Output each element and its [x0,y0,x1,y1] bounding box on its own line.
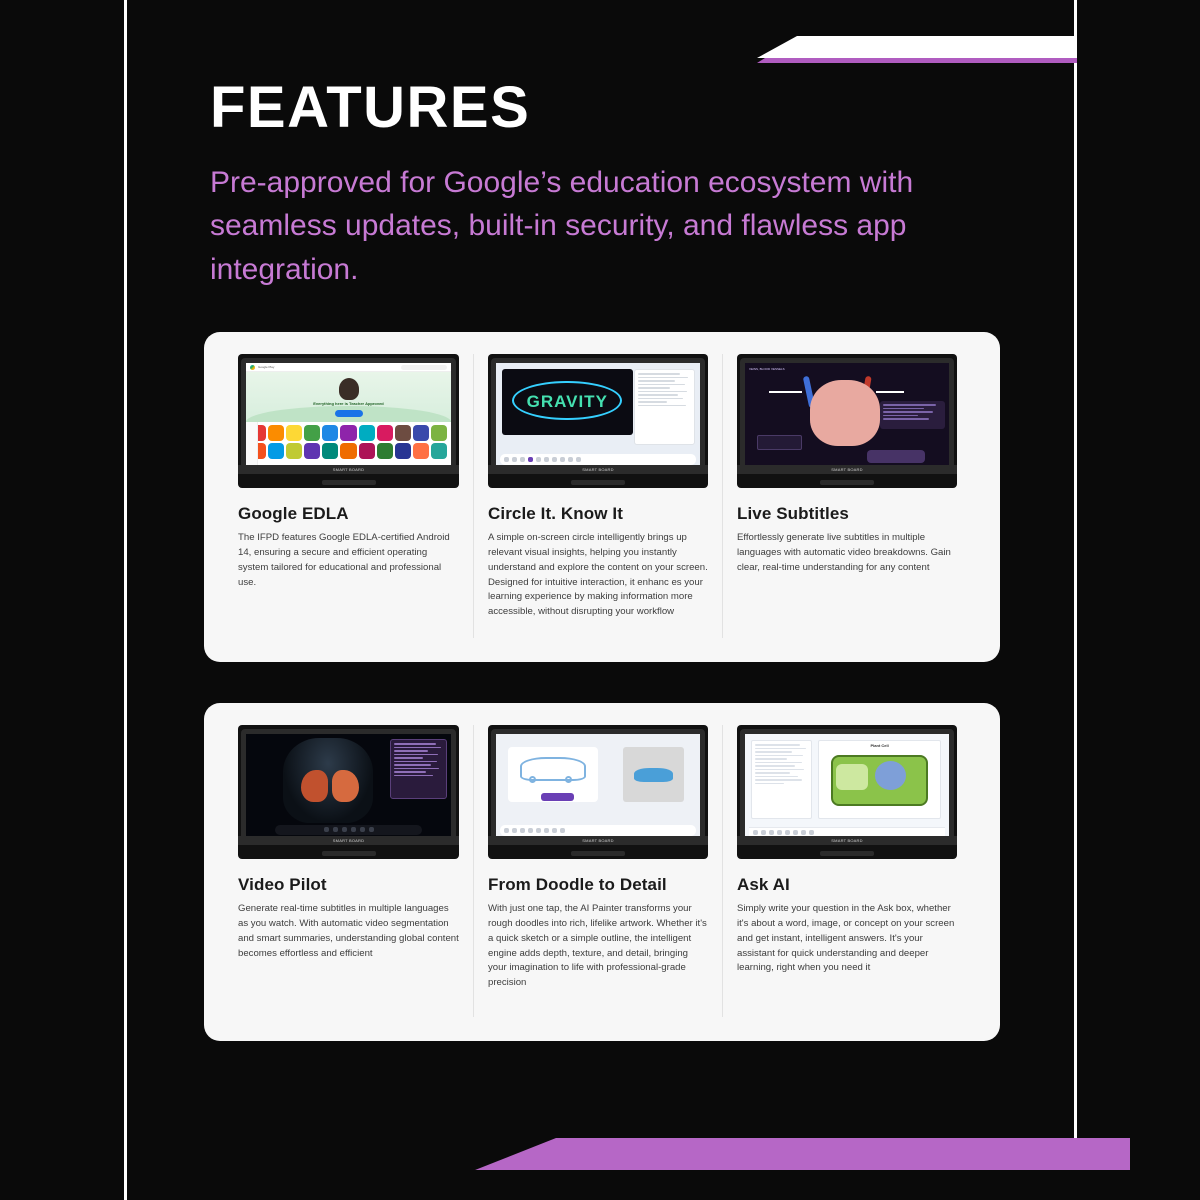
diagram-panel [818,740,940,818]
insight-panel [634,369,695,445]
display-bezel [740,358,954,474]
playback-controls[interactable] [867,450,924,463]
screen-ai-painter [496,734,700,840]
device-brand-bar [737,465,957,474]
canvas-word: GRAVITY [526,391,608,411]
brand-label: SMART BOARD [831,838,863,843]
page-title: FEATURES [210,75,531,140]
mascot-icon [339,378,359,400]
display-stand [820,851,874,856]
frame-line-right [1074,0,1077,1200]
play-hero-banner [246,372,451,422]
learn-more-button[interactable] [335,410,363,417]
screen-live-subtitles [745,363,949,469]
page-subtitle: Pre-approved for Google’s education ecosystem with seamless updates, built-in security, and flawless app integration. [210,165,914,286]
feature-card-circle-it-know-it[interactable] [473,354,722,638]
display-stand [571,480,625,485]
screen-ask-ai [745,734,949,840]
screen-circle-search [496,363,700,469]
card-title: Circle It. Know It [488,504,623,523]
frame-line-left [124,0,127,1200]
feature-card-live-subtitles[interactable] [722,354,971,638]
header-block [210,0,1010,291]
card-description: Generate real-time subtitles in multiple languages as you watch. With automatic video segmentation and smart summaries, understanding global content becomes effortless and efficient [238,903,459,959]
app-icon-grid [246,422,451,462]
display-bezel [241,358,456,474]
whiteboard-toolbar[interactable] [500,454,696,465]
brand-label: SMART BOARD [582,467,614,472]
brand-label: SMART BOARD [332,838,365,843]
card-title: Live Subtitles [737,504,849,523]
bottom-mask [470,1170,1130,1200]
torso-graphic [283,738,373,823]
device-brand-bar [488,836,708,845]
ai-painter-chip[interactable] [541,793,574,800]
card-description: With just one tap, the AI Painter transforms your rough doodles into rich, lifelike artwork. Whether it's a quick sketch or a simple outline, the intelligent engine adds depth, texture, and detail, bringing your imagination to life with professional-grade precision [488,903,707,989]
brand-label: SMART BOARD [582,838,614,843]
card-description: Effortlessly generate live subtitles in multiple languages with automatic video breakdowns. Gain clear, real-time understanding for any content [737,532,951,573]
feature-thumbnail [238,725,459,859]
whiteboard-canvas [502,369,633,435]
device-brand-bar [737,836,957,845]
device-brand-bar [488,465,708,474]
hero-tagline: Everything here is Teacher Approved [313,401,384,406]
feature-card-from-doodle-to-detail[interactable] [473,725,722,1017]
feature-thumbnail [488,354,708,488]
document-panel [751,740,812,818]
generated-car-graphic [634,768,673,782]
display-bezel [740,729,954,845]
play-store-topbar [246,363,451,372]
side-note [757,435,802,450]
card-description: The IFPD features Google EDLA-certified Android 14, ensuring a secure and efficient operating system tailored for educational and professional use. [238,532,450,588]
display-bezel [491,729,705,845]
display-bezel [241,729,456,845]
display-stand [322,480,376,485]
feature-thumbnail [737,725,957,859]
card-title: Ask AI [737,875,790,894]
flow-arrow-left-icon [769,391,802,393]
video-toolbar[interactable] [275,825,423,835]
display-bezel [491,358,705,474]
feature-thumbnail [488,725,708,859]
diagram-title: Plant Cell [870,743,889,749]
bottom-accent-wedge [470,1138,1130,1172]
summary-panel [390,739,447,798]
lung-left-graphic [301,770,328,802]
card-title: Video Pilot [238,875,327,894]
search-input[interactable] [401,365,447,370]
painter-toolbar[interactable] [500,825,696,836]
feature-group-1 [204,332,1000,662]
device-brand-bar [238,465,459,474]
feature-group-2 [204,703,1000,1041]
heart-graphic [810,380,879,446]
card-title: From Doodle to Detail [488,875,667,894]
feature-thumbnail [238,354,459,488]
generated-image-panel [623,747,684,802]
subtitle-panel [880,401,945,429]
feature-card-ask-ai[interactable] [722,725,971,1017]
card-description: A simple on-screen circle intelligently brings up relevant visual insights, helping you instantly understand and explore the content on your screen. Designed for intuitive interaction, it enhanc es your learning experience by making information more accessible, without disrupting your workflow [488,532,708,618]
feature-card-video-pilot[interactable] [224,725,473,1017]
vacuole-graphic [836,764,867,790]
display-stand [820,480,874,485]
lung-right-graphic [332,770,359,802]
brand-label: SMART BOARD [831,467,863,472]
card-title: Google EDLA [238,504,349,523]
display-stand [322,851,376,856]
screen-video-pilot [246,734,451,840]
brand-label: SMART BOARD [332,467,365,472]
screen-heading: VEINS, BLOOD VESSELS [749,367,785,371]
feature-card-google-edla[interactable] [224,354,473,638]
screen-google-play [246,363,451,469]
display-stand [571,851,625,856]
store-name: Google Play [258,365,275,369]
flow-arrow-right-icon [876,391,905,393]
feature-thumbnail [737,354,957,488]
google-play-icon [250,365,255,370]
device-brand-bar [238,836,459,845]
card-description: Simply write your question in the Ask box, whether it's about a word, image, or concept on your screen and get instant, intelligent answers. It's your assistant for quick understanding and deeper learning, right when you need it [737,903,955,974]
